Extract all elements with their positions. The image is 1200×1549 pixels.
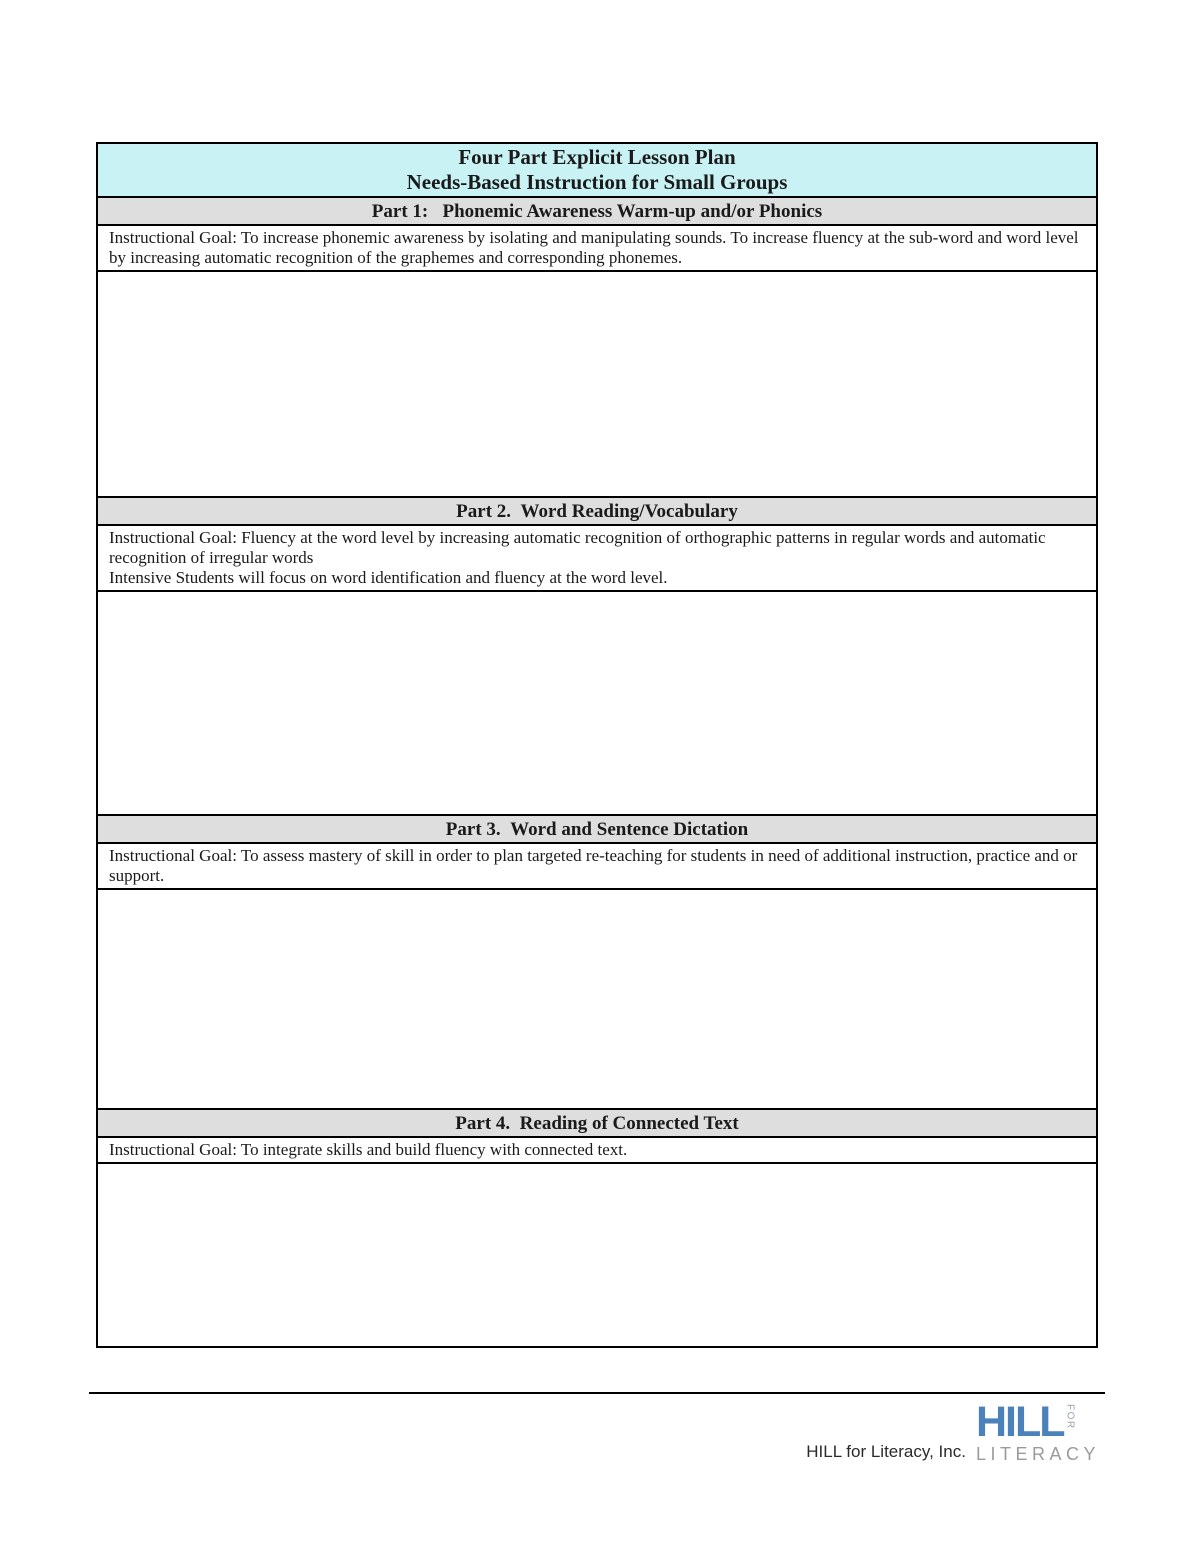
logo-literacy-text: LITERACY bbox=[975, 1444, 1100, 1464]
part3-header: Part 3. Word and Sentence Dictation bbox=[98, 814, 1096, 842]
part1-workspace[interactable] bbox=[98, 270, 1096, 496]
footer bbox=[806, 1398, 1100, 1465]
part3-goal-row bbox=[98, 842, 1096, 888]
part2-instructional-goal: Instructional Goal: Fluency at the word level by increasing automatic recognition of orthographic patterns in regular words and automatic recognition of irregular words bbox=[109, 528, 1046, 567]
part4-workspace[interactable] bbox=[98, 1162, 1096, 1346]
logo-for-vertical-text: FOR bbox=[1064, 1404, 1076, 1430]
document-title-line2: Needs-Based Instruction for Small Groups bbox=[406, 170, 788, 194]
part1-instructional-goal: Instructional Goal: To increase phonemic awareness by isolating and manipulating sounds. To increase fluency at the sub-word and word level by increasing automatic recognition of the graphemes and corresponding phonemes. bbox=[109, 228, 1079, 267]
hill-for-literacy-logo bbox=[975, 1398, 1100, 1465]
part2-intensive-students-note: Intensive Students will focus on word identification and fluency at the word level. bbox=[109, 568, 668, 587]
document-title-band bbox=[98, 144, 1096, 196]
part2-workspace[interactable] bbox=[98, 590, 1096, 814]
document-title-line1: Four Part Explicit Lesson Plan bbox=[458, 145, 736, 169]
footer-divider-line bbox=[89, 1392, 1105, 1394]
part4-goal-row bbox=[98, 1136, 1096, 1162]
logo-top-row bbox=[975, 1398, 1100, 1446]
part4-header: Part 4. Reading of Connected Text bbox=[98, 1108, 1096, 1136]
part1-goal-row bbox=[98, 224, 1096, 270]
part4-instructional-goal: Instructional Goal: To integrate skills and build fluency with connected text. bbox=[109, 1140, 628, 1159]
lesson-plan-table bbox=[96, 142, 1098, 1348]
part3-workspace[interactable] bbox=[98, 888, 1096, 1108]
footer-credit-text: HILL for Literacy, Inc. bbox=[806, 1442, 966, 1461]
part2-header: Part 2. Word Reading/Vocabulary bbox=[98, 496, 1096, 524]
part2-goal-row bbox=[98, 524, 1096, 590]
logo-hill-wordmark: HILL bbox=[975, 1398, 1064, 1446]
part1-header: Part 1: Phonemic Awareness Warm-up and/or Phonics bbox=[98, 196, 1096, 224]
part3-instructional-goal: Instructional Goal: To assess mastery of skill in order to plan targeted re-teaching for students in need of additional instruction, practice and or support. bbox=[109, 846, 1078, 885]
